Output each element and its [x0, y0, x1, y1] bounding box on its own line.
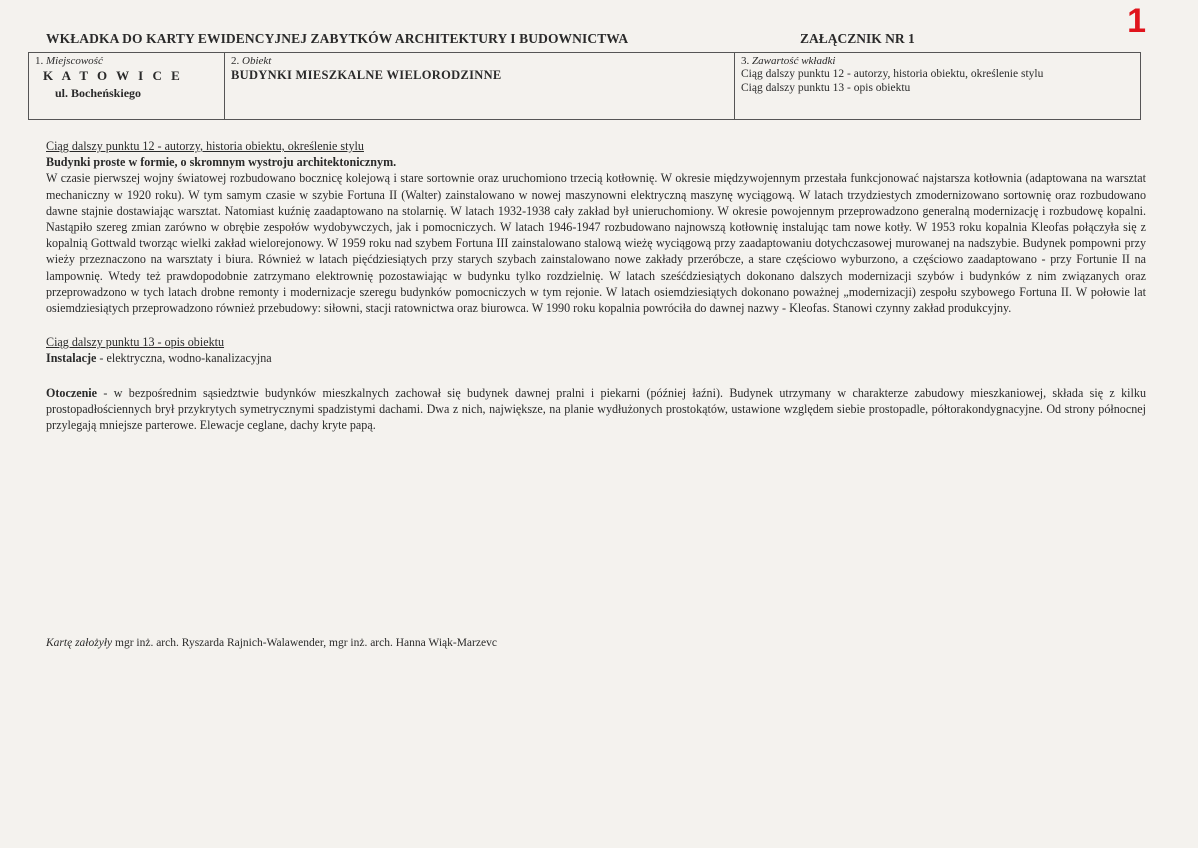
page-number: 1: [1127, 2, 1146, 40]
installations-paragraph: [46, 350, 1146, 366]
section-12-subheading: Budynki proste w formie, o skromnym wystroju architektonicznym.: [46, 155, 397, 170]
info-table: [28, 52, 1141, 120]
installations-label: Instalacje: [46, 351, 97, 366]
contents-line-1: Ciąg dalszy punktu 12 - autorzy, historia obiektu, określenie stylu: [741, 68, 1044, 80]
surroundings-text: - w bezpośrednim sąsiedztwie budynków mieszkalnych zachował się budynek dawnej pralni i piekarni (później łaźni). Budynek utrzymany w charakterze zabudowy mieszkaniowej, składa się z kilku prostopadłościennych brył przykrytych symetrycznymi spadzistymi dachami. Dwa z nich, największe, na planie wydłużonych prostokątów, ustawione względem siebie prostopadle, półtorakondygnacyjne. Od strony północnej przylegają mniejsze parterowe. Elewacje ceglane, dachy kryte papą.: [46, 385, 1146, 433]
place-label: Miejscowość: [46, 55, 103, 67]
city-name: K A T O W I C E: [43, 68, 183, 83]
contents-cell: [735, 53, 1141, 120]
contents-label: Zawartość wkładki: [752, 55, 836, 67]
object-cell: [225, 53, 735, 120]
footer-authors: [46, 637, 497, 649]
footer-label: Kartę założyły: [46, 637, 113, 649]
street-name: ul. Bocheńskiego: [55, 86, 142, 100]
place-num: 1.: [35, 55, 44, 67]
document-title: WKŁADKA DO KARTY EWIDENCYJNEJ ZABYTKÓW ARCHITEKTURY I BUDOWNICTWA: [46, 31, 629, 46]
object-header: [231, 55, 728, 67]
annex-label: ZAŁĄCZNIK NR 1: [800, 31, 915, 46]
place-header: [35, 55, 218, 67]
object-num: 2.: [231, 55, 240, 67]
contents-header: [741, 55, 1134, 67]
object-label: Obiekt: [242, 55, 272, 67]
section-13-heading: Ciąg dalszy punktu 13 - opis obiektu: [46, 335, 225, 350]
object-value: BUDYNKI MIESZKALNE WIELORODZINNE: [231, 68, 502, 82]
installations-text: - elektryczna, wodno-kanalizacyjna: [96, 351, 272, 366]
contents-num: 3.: [741, 55, 750, 67]
section-12-heading: Ciąg dalszy punktu 12 - autorzy, historia obiektu, określenie stylu: [46, 139, 364, 153]
contents-line-2: Ciąg dalszy punktu 13 - opis obiektu: [741, 82, 911, 94]
footer-authors-text: mgr inż. arch. Ryszarda Rajnich-Walawender, mgr inż. arch. Hanna Wiąk-Marzevc: [112, 637, 497, 649]
main-content: [46, 138, 1146, 433]
section-12-body: W czasie pierwszej wojny światowej rozbudowano bocznicę kolejową i stare sortownie oraz uruchomiono trzecią kotłownię. W okresie międzywojennym przestała funkcjonować najstarsza kotłownia (adaptowana na warsztat mechaniczny w 1920 roku). W tym samym czasie w szybie Fortuna II (Walter) zainstalowano w nowej maszynowni elektryczną maszynę wyciągową. W latach trzydziestych zmodernizowano sortownię oraz rozbudowano dawne stajnie dostawiając warsztat. Natomiast kuźnię zaadaptowano na stolarnię. W latach 1932-1938 cały zakład był unieruchomiony. W okresie powojennym przeprowadzono generalną modernizację i rozbudowę kopalni. Nastąpiło szereg zmian zarówno w obrębie zespołów wydobywczych, jak i pomocniczych. W latach 1946-1947 rozbudowano najnowszą kotłownię instalując tam nowe kotły. W 1953 roku kopalnia Kleofas połączyła się z kopalnią Gottwald tworząc wielki zakład wielorejonowy. W 1959 roku nad szybem Fortuna III zainstalowano stalową wieżę wyciągową przy zaadaptowaniu dotychczasowej murowanej na nadszybie. Budynek pompowni przy wieży przeznaczono na warsztaty i biura. Również w latach pięćdziesiątych przy starych szybach zainstalowano nowe zakłady przeróbcze, a stare częściowo wyburzono, a częściowo zaadaptowano - przy Fortunie II na lampownię. Wtedy też prawdopodobnie zatrzymano elektrownię pozostawiając w budynku tylko rozdzielnię. W latach sześćdziesiątych dokonano dalszych modernizacji szybów i budynków z nim związanych oraz przeprowadzono w tych latach drobne remonty i modernizacje szeregu budynków pomocniczych w tym rejonie. W latach osiemdziesiątych dokonano poważnej „modernizacji) zespołu szybowego Fortuna II. W połowie lat osiemdziesiątych przeprowadzono również przebudowy: siłowni, stacji ratownictwa oraz biurowca. W 1990 roku kopalnia powróciła do dawnej nazwy - Kleofas. Stanowi czynny zakład produkcyjny.: [46, 171, 1146, 316]
place-cell: [29, 53, 225, 120]
surroundings-paragraph: [46, 385, 1146, 434]
surroundings-label: Otoczenie: [46, 385, 98, 400]
